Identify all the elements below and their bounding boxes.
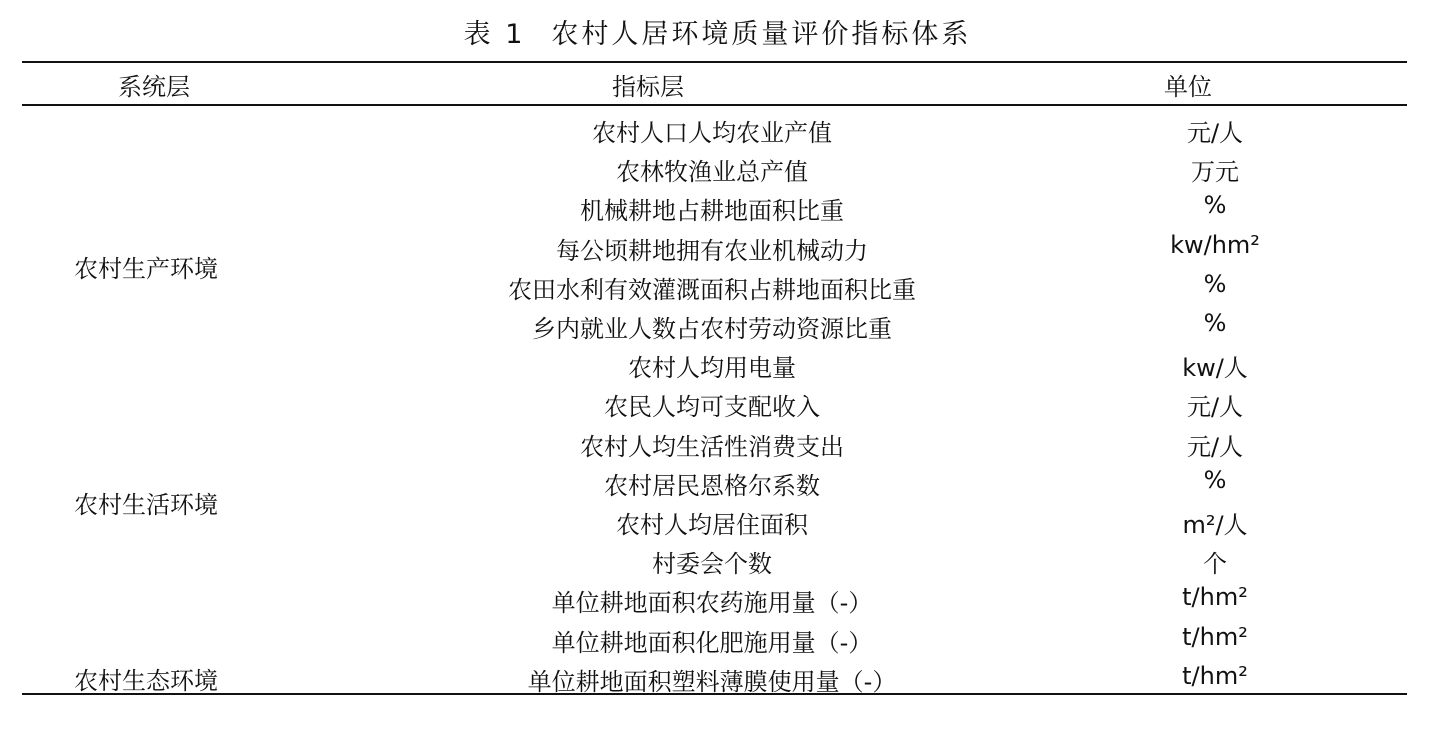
- indicator-cell: 农村居民恩格尔系数: [604, 471, 820, 500]
- table-header: [22, 63, 1407, 104]
- unit-cell: %: [1203, 309, 1227, 337]
- system-group-ecology: 农村生态环境: [74, 667, 218, 695]
- indicator-cell: 每公顷耕地拥有农业机械动力: [556, 236, 868, 265]
- indicator-cell: 机械耕地占耕地面积比重: [580, 197, 844, 226]
- unit-cell: t/hm²: [1182, 622, 1248, 651]
- unit-cell: 元/人: [1186, 119, 1244, 147]
- system-group-living: 农村生活环境: [74, 491, 218, 519]
- unit-cell: m²/人: [1182, 511, 1248, 539]
- table-number: 表 1: [463, 19, 526, 50]
- table-row: [22, 265, 1407, 304]
- indicator-cell: 农林牧渔业总产值: [616, 158, 808, 187]
- indicator-cell: 农民人均可支配收入: [604, 393, 820, 422]
- header-system-layer: 系统层: [118, 73, 190, 101]
- unit-cell: %: [1203, 465, 1227, 494]
- unit-cell: %: [1203, 191, 1227, 220]
- indicator-cell: 农村人均生活性消费支出: [580, 432, 844, 461]
- table-caption: [0, 12, 1435, 51]
- table-row: [22, 226, 1407, 265]
- table-title: 农村人居环境质量评价指标体系: [551, 19, 972, 50]
- unit-cell: 个: [1203, 550, 1227, 579]
- unit-cell: kw/人: [1182, 354, 1248, 383]
- table-row: [22, 578, 1407, 617]
- unit-cell: 元/人: [1186, 432, 1244, 461]
- table-row: [22, 304, 1407, 343]
- header-unit: 单位: [1164, 73, 1212, 101]
- indicator-cell: 村委会个数: [652, 550, 772, 579]
- indicator-cell: 单位耕地面积塑料薄膜使用量（-）: [527, 667, 897, 696]
- indicator-cell: 乡内就业人数占农村劳动资源比重: [532, 315, 892, 343]
- indicator-cell: 农田水利有效灌溉面积占耕地面积比重: [508, 275, 916, 304]
- unit-cell: kw/hm²: [1170, 230, 1260, 259]
- unit-cell: t/hm²: [1182, 583, 1248, 612]
- unit-cell: 万元: [1191, 158, 1239, 187]
- indicator-cell: 农村人均居住面积: [616, 511, 808, 539]
- unit-cell: %: [1203, 269, 1227, 298]
- indicator-cell: 单位耕地面积农药施用量（-）: [551, 589, 873, 618]
- system-group-production: 农村生产环境: [74, 255, 218, 283]
- unit-cell: 元/人: [1186, 393, 1244, 422]
- indicator-cell: 农村人均用电量: [628, 354, 796, 383]
- indicator-table: [22, 61, 1407, 695]
- table-body: [22, 106, 1407, 696]
- header-indicator-layer: 指标层: [612, 73, 684, 101]
- table-row: [22, 618, 1407, 657]
- table-row: [22, 539, 1407, 578]
- table-row: [22, 147, 1407, 186]
- indicator-cell: 农村人口人均农业产值: [592, 119, 832, 147]
- indicator-cell: 单位耕地面积化肥施用量（-）: [551, 628, 873, 657]
- table-row: [22, 186, 1407, 225]
- table-row: [22, 382, 1407, 421]
- table-row: [22, 108, 1407, 147]
- table-row: [22, 343, 1407, 382]
- table-row: [22, 657, 1407, 696]
- unit-cell: t/hm²: [1182, 661, 1248, 690]
- table-row: [22, 500, 1407, 539]
- table-row: [22, 422, 1407, 461]
- table-row: [22, 461, 1407, 500]
